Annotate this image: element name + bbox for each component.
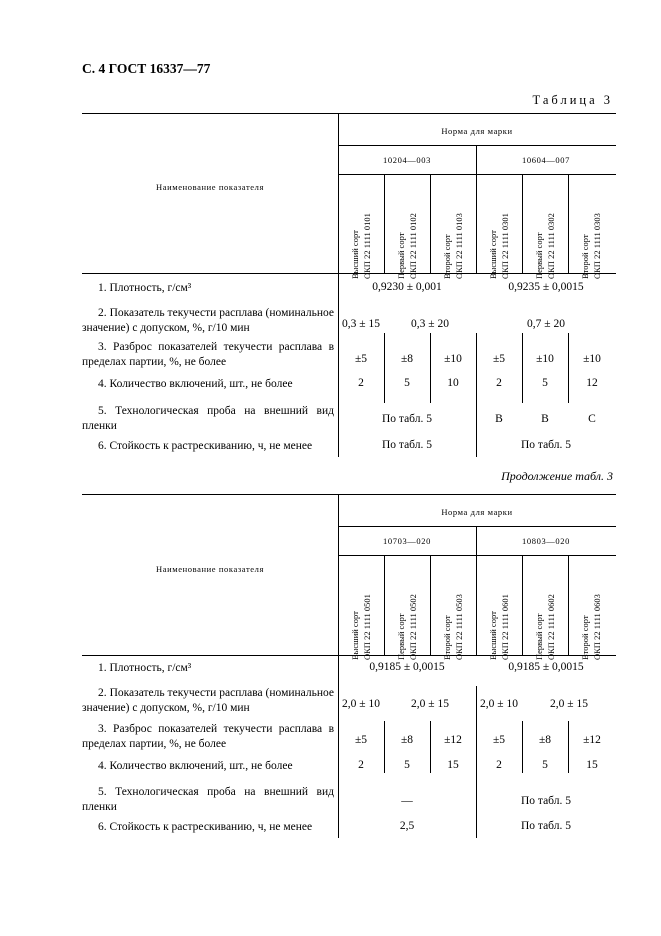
cell-value: 15 [447,759,459,771]
cell-value: 0,9230 ± 0,001 [372,281,442,293]
cell-value: 0,9185 ± 0,0015 [508,661,584,673]
cell-value: 5 [404,377,410,389]
cell-value: 12 [586,377,598,389]
grade-header: Второй сорт ОКП 22 1111 0603 [580,594,602,660]
cell-value: 0,7 ± 20 [527,318,565,330]
page-header: С. 4 ГОСТ 16337—77 [82,61,211,76]
cell-value: 0,9235 ± 0,0015 [508,281,584,293]
continuation-caption: Продолжение табл. 3 [501,469,613,483]
row-label: 1. Плотность, г/см³ [98,282,192,294]
mark-label: 10803—020 [522,536,570,546]
grade-header: Первый сорт ОКП 22 1111 0302 [534,213,556,279]
row-label: 5. Технологическая проба на внешний вид пленки [82,786,334,813]
cell-value: — [401,795,413,807]
cell-value: По табл. 5 [381,413,432,425]
cell-value: ±5 [492,353,506,365]
cell-value: ±10 [536,353,554,365]
cell-value: По табл. 5 [520,795,571,807]
grade-header: Второй сорт ОКП 22 1111 0303 [580,213,602,279]
cell-value: В [541,413,549,425]
cell-value: ±8 [400,353,414,365]
cell-value: 5 [542,377,548,389]
grade-header: Первый сорт ОКП 22 1111 0502 [396,594,418,660]
cell-value: ±5 [354,734,368,746]
cell-value: 2 [358,759,364,771]
cell-value: 0,9185 ± 0,0015 [369,661,445,673]
cell-value: ±8 [538,734,552,746]
cell-value: ±12 [444,734,462,746]
cell-value: По табл. 5 [381,439,432,451]
cell-value: ±8 [400,734,414,746]
mark-label: 10204—003 [383,155,431,165]
cell-value: ±5 [354,353,368,365]
cell-value: 2,5 [399,820,415,832]
grade-header: Высший сорт ОКП 22 1111 0601 [488,594,510,660]
row-label: 4. Количество включений, шт., не более [98,378,293,390]
cell-value: 2,0 ± 15 [411,698,449,710]
cell-value: С [588,413,596,425]
row-label: 2. Показатель текучести расплава (номинальное значение) с допуском, %, г/10 мин [82,687,334,714]
norm-header: Норма для марки [441,126,513,136]
row-label: 3. Разброс показателей текучести расплава в пределах партии, %, не более [82,723,334,750]
cell-value: ±5 [492,734,506,746]
cell-value: 0,3 ± 20 [411,318,449,330]
cell-value: 10 [447,377,459,389]
row-label: 6. Стойкость к растрескиванию, ч, не менее [98,821,313,833]
grade-header: Второй сорт ОКП 22 1111 0503 [442,594,464,660]
cell-value: 0,3 ± 15 [342,318,380,330]
cell-value: 2,0 ± 15 [550,698,588,710]
cell-value: 2,0 ± 10 [342,698,380,710]
table-caption: Таблица 3 [532,93,613,107]
row-label: 4. Количество включений, шт., не более [98,760,293,772]
cell-value: 15 [586,759,598,771]
grade-header: Высший сорт ОКП 22 1111 0301 [488,213,510,279]
row-label: 3. Разброс показателей текучести расплава в пределах партии, %, не более [82,341,334,368]
row-label: 1. Плотность, г/см³ [98,662,192,674]
cell-value: По табл. 5 [520,820,571,832]
cell-value: 2 [496,377,502,389]
cell-value: ±12 [583,734,601,746]
grade-header: Высший сорт ОКП 22 1111 0501 [350,594,372,660]
cell-value: ±10 [583,353,601,365]
row-label: 6. Стойкость к растрескиванию, ч, не менее [98,440,313,452]
norm-header: Норма для марки [441,507,513,517]
cell-value: ±10 [444,353,462,365]
grade-header: Второй сорт ОКП 22 1111 0103 [442,213,464,279]
cell-value: По табл. 5 [520,439,571,451]
cell-value: 2 [496,759,502,771]
mark-label: 10703—020 [383,536,431,546]
cell-value: 2 [358,377,364,389]
cell-value: В [495,413,503,425]
mark-label: 10604—007 [522,155,570,165]
cell-value: 5 [542,759,548,771]
cell-value: 2,0 ± 10 [480,698,518,710]
row-label: 5. Технологическая проба на внешний вид пленки [82,405,334,432]
row-label: 2. Показатель текучести расплава (номинальное значение) с допуском, %, г/10 мин [82,307,334,334]
column-header-name: Наименование показателя [155,182,264,192]
grade-header: Первый сорт ОКП 22 1111 0602 [534,594,556,660]
grade-header: Высший сорт ОКП 22 1111 0101 [350,213,372,279]
cell-value: 5 [404,759,410,771]
column-header-name: Наименование показателя [155,564,264,574]
grade-header: Первый сорт ОКП 22 1111 0102 [396,213,418,279]
